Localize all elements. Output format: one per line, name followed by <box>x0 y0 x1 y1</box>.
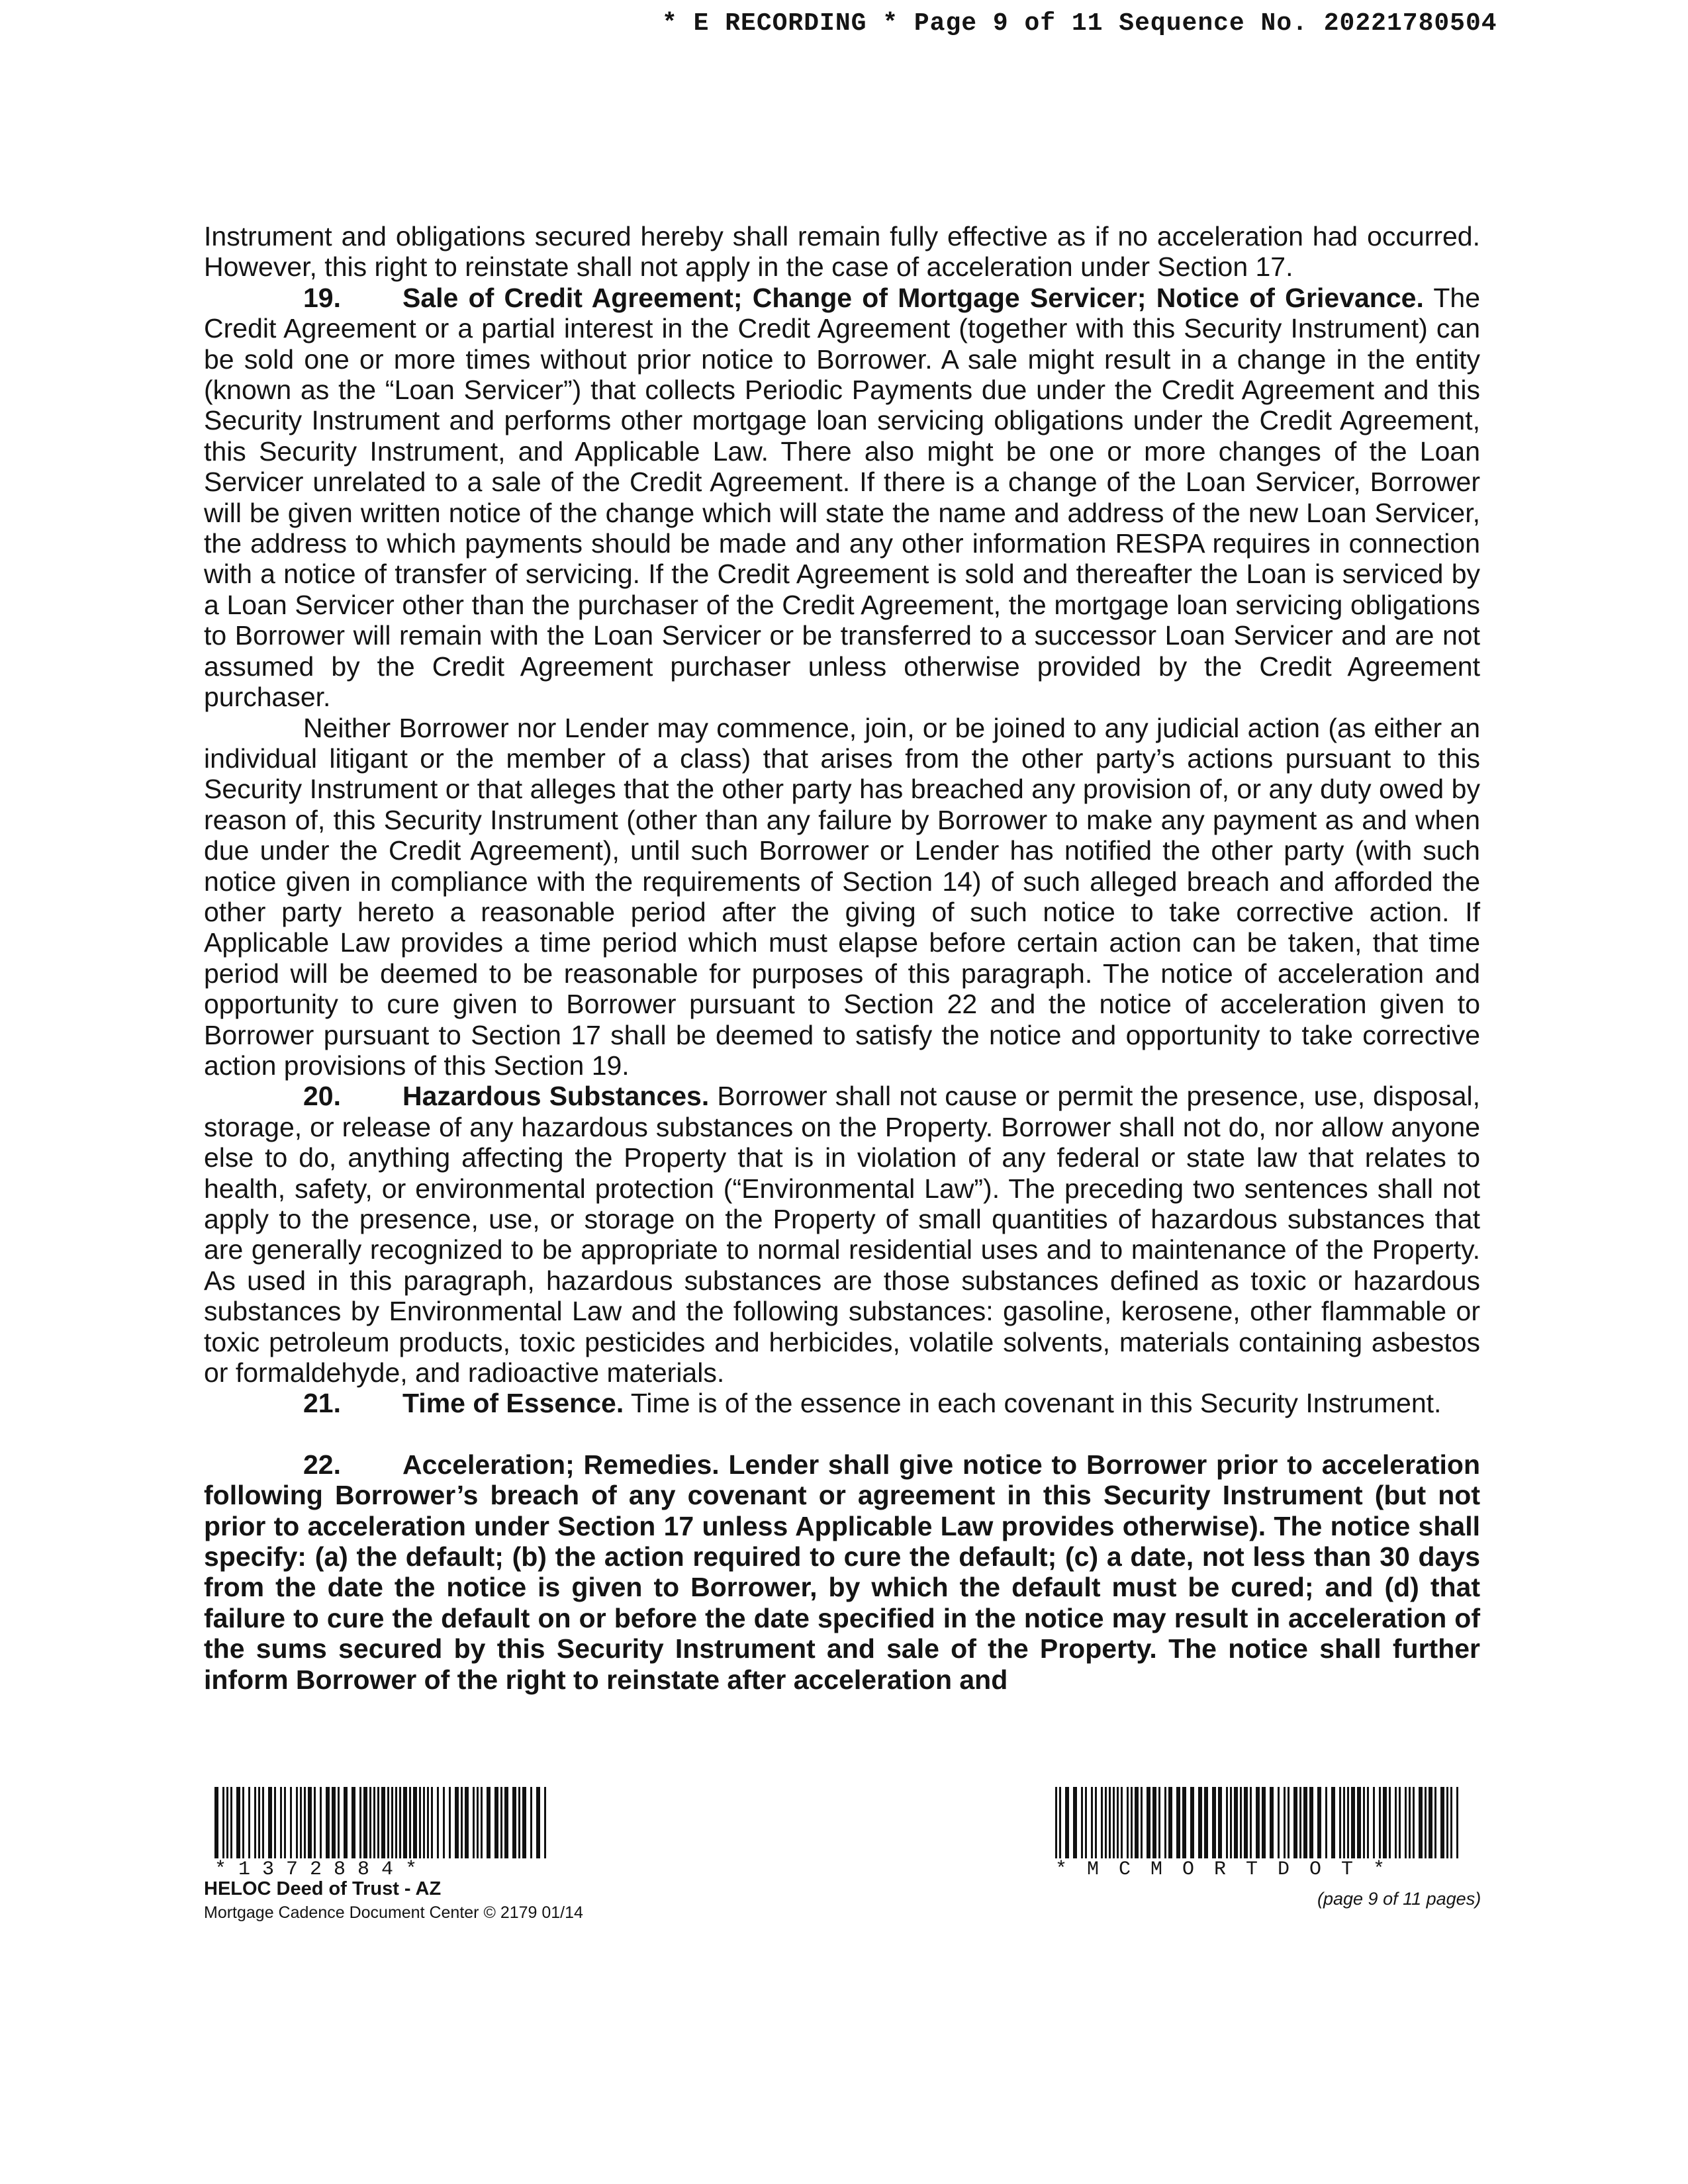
barcode-bar-58 <box>522 1787 526 1858</box>
barcode-bar-36 <box>1256 1787 1260 1858</box>
barcode-bar-5 <box>1085 1787 1087 1858</box>
section-title: Time of Essence. <box>402 1388 624 1419</box>
barcode-bar-40 <box>1284 1787 1286 1858</box>
barcode-bar-42 <box>431 1787 433 1858</box>
barcode-bar-24 <box>1182 1787 1186 1858</box>
barcode-bar-54 <box>500 1787 502 1858</box>
barcode-bar-40 <box>423 1787 425 1858</box>
barcode-bar-3 <box>230 1787 232 1858</box>
barcode-bar-43 <box>1299 1787 1301 1858</box>
barcode-bar-26 <box>359 1787 361 1858</box>
barcode-bar-4 <box>1081 1787 1083 1858</box>
section-title: Acceleration; Remedies. <box>402 1449 720 1480</box>
barcode-bar-14 <box>1127 1787 1129 1858</box>
barcode-bar-8 <box>1101 1787 1103 1858</box>
section-19 <box>204 283 1480 713</box>
barcode-bar-39 <box>419 1787 421 1858</box>
left-barcode-text: *1372884* <box>214 1858 430 1881</box>
barcode-bar-60 <box>1395 1787 1397 1858</box>
barcode-bar-33 <box>1240 1787 1242 1858</box>
barcode-bar-55 <box>1367 1787 1369 1858</box>
barcode-bar-66 <box>1425 1787 1427 1858</box>
barcode-bar-30 <box>377 1787 379 1858</box>
barcode-bar-41 <box>427 1787 429 1858</box>
page-marker: (page 9 of 11 pages) <box>1317 1889 1481 1909</box>
barcode-bar-6 <box>248 1787 250 1858</box>
section-text: The Credit Agreement or a partial interest in the Credit Agreement (together with this Security Instrument) can be sold one or more times without prior notice to Borrower. A sale might result in a change in the entity (known as the “Loan Servicer”) that collects Periodic Payments due under the Credit Agreement and this Security Instrument and performs other mortgage loan servicing obligations under the Credit Agreement, this Security Instrument, and Applicable Law. There also might be one or more changes of the Loan Servicer unrelated to a sale of the Credit Agreement. If there is a change of the Loan Servicer, Borrower will be given written notice of the change which will state the name and address of the new Loan Servicer, the address to which payments should be made and any other information RESPA requires in connection with a notice of transfer of servicing. If the Credit Agreement is sold and thereafter the Loan is serviced by a Loan Servicer other than the purchaser of the Credit Agreement, the mortgage loan servicing obligations to Borrower will remain with the Loan Servicer or be transferred to a successor Loan Servicer and are not assumed by the Credit Agreement purchaser unless otherwise provided by the Credit Agreement purchaser. <box>204 282 1480 713</box>
barcode-bar-25 <box>1190 1787 1194 1858</box>
barcode-bar-21 <box>1164 1787 1166 1858</box>
barcode-bar-59 <box>530 1787 532 1858</box>
barcode-bar-25 <box>352 1787 355 1858</box>
barcode-bar-41 <box>1288 1787 1289 1858</box>
barcode-bar-46 <box>1317 1787 1321 1858</box>
barcode-bar-28 <box>369 1787 371 1858</box>
left-barcode <box>214 1787 549 1881</box>
barcode-bar-17 <box>1141 1787 1143 1858</box>
barcode-bar-23 <box>1176 1787 1180 1858</box>
barcode-bar-31 <box>1230 1787 1232 1858</box>
barcode-bar-64 <box>1413 1787 1415 1858</box>
barcode-bar-38 <box>413 1787 417 1858</box>
barcode-bar-22 <box>1168 1787 1172 1858</box>
barcode-bar-32 <box>387 1787 389 1858</box>
barcode-bar-34 <box>395 1787 397 1858</box>
barcode-bar-72 <box>1456 1787 1458 1858</box>
section-number: 22. <box>303 1449 341 1480</box>
barcode-bar-70 <box>1446 1787 1448 1858</box>
barcode-bar-44 <box>443 1787 445 1858</box>
barcode-bar-2 <box>1065 1787 1069 1858</box>
section-20 <box>204 1081 1480 1388</box>
barcode-bar-50 <box>1343 1787 1345 1858</box>
section-title: Sale of Credit Agreement; Change of Mortgage Servicer; Notice of Grievance. <box>402 282 1424 313</box>
barcode-bar-9 <box>262 1787 264 1858</box>
barcode-bar-50 <box>477 1787 479 1858</box>
barcode-bar-52 <box>1351 1787 1355 1858</box>
barcode-bar-47 <box>461 1787 463 1858</box>
barcode-bar-4 <box>236 1787 240 1858</box>
barcode-bar-18 <box>1147 1787 1150 1858</box>
barcode-bar-24 <box>344 1787 348 1858</box>
barcode-bar-29 <box>373 1787 375 1858</box>
barcode-bar-35 <box>1250 1787 1252 1858</box>
section-number: 19. <box>303 282 341 313</box>
barcode-bar-35 <box>399 1787 401 1858</box>
barcode-bar-53 <box>1357 1787 1361 1858</box>
barcode-bar-18 <box>308 1787 312 1858</box>
barcode-bar-57 <box>1379 1787 1381 1858</box>
barcode-bar-13 <box>284 1787 286 1858</box>
barcode-bar-52 <box>487 1787 491 1858</box>
barcode-bar-45 <box>1309 1787 1313 1858</box>
barcode-bar-20 <box>320 1787 322 1858</box>
barcode-bar-19 <box>1152 1787 1156 1858</box>
barcode-bar-34 <box>1244 1787 1248 1858</box>
barcode-bar-16 <box>1135 1787 1139 1858</box>
barcode-bar-38 <box>1270 1787 1274 1858</box>
barcode-bar-44 <box>1303 1787 1307 1858</box>
barcode-bar-1 <box>1059 1787 1061 1858</box>
barcode-bar-16 <box>300 1787 302 1858</box>
barcode-bar-9 <box>1105 1787 1107 1858</box>
barcode-bar-2 <box>226 1787 228 1858</box>
barcode-bar-57 <box>518 1787 520 1858</box>
section-22 <box>204 1449 1480 1695</box>
barcode-bar-48 <box>1331 1787 1335 1858</box>
barcode-bar-37 <box>409 1787 411 1858</box>
barcode-bar-39 <box>1278 1787 1280 1858</box>
section-number: 21. <box>303 1388 341 1419</box>
barcode-bar-51 <box>1347 1787 1349 1858</box>
barcode-bar-14 <box>290 1787 292 1858</box>
barcode-bar-15 <box>296 1787 298 1858</box>
section-19-paragraph-2: Neither Borrower nor Lender may commence, join, or be joined to any judicial action (as either an individual litigant or the member of a class) that arises from the other party’s actions pursuant to this Security Instrument or that alleges that the other party has breached any provision of, or any duty owed by reason of, this Security Instrument (other than any failure by Borrower to make any payment as and when due under the Credit Agreement), until such Borrower or Lender has notified the other party (with such notice given in compliance with the requirements of Section 14) of such alleged breach and afforded the other party hereto a reasonable period after the giving of such notice to take corrective action. If Applicable Law provides a time period which must elapse before certain action can be taken, that time period will be deemed to be reasonable for purposes of this paragraph. The notice of acceleration and opportunity to cure given to Borrower pursuant to Section 22 and the notice of acceleration given to Borrower pursuant to Section 17 shall be deemed to satisfy the notice and opportunity to take corrective action provisions of this Section 19. <box>204 712 1480 1081</box>
barcode-bar-27 <box>1204 1787 1208 1858</box>
document-body <box>204 221 1480 1695</box>
barcode-bar-11 <box>1113 1787 1115 1858</box>
form-vendor: Mortgage Cadence Document Center © 2179 01/14 <box>204 1903 583 1922</box>
barcode-bar-29 <box>1218 1787 1222 1858</box>
barcode-bar-0 <box>1055 1787 1057 1858</box>
barcode-bar-27 <box>363 1787 367 1858</box>
barcode-bar-10 <box>268 1787 272 1858</box>
form-name: HELOC Deed of Trust - AZ <box>204 1878 442 1899</box>
barcode-bar-7 <box>1095 1787 1097 1858</box>
section-21 <box>204 1388 1480 1418</box>
section-title: Hazardous Substances. <box>402 1081 710 1112</box>
barcode-bar-3 <box>1073 1787 1077 1858</box>
barcode-bar-1 <box>222 1787 224 1858</box>
section-text: Lender shall give notice to Borrower prior to acceleration following Borrower’s breach of any covenant or agreement in this Security Instrument (but not prior to acceleration under Section 17 unless Applicable Law provides otherwise). The notice shall specify: (a) the default; (b) the action required to cure the default; (c) a date, not less than 30 days from the date the notice is given to Borrower, by which the default must be cured; and (d) that failure to cure the default on or before the date specified in the notice may result in acceleration of the sums secured by this Security Instrument and sale of the Property. The notice shall further inform Borrower of the right to reinstate after acceleration and <box>204 1449 1480 1695</box>
barcode-bar-0 <box>214 1787 218 1858</box>
continued-paragraph: Instrument and obligations secured hereby shall remain fully effective as if no acceleration had occurred. However, this right to reinstate shall not apply in the case of acceleration under Section 17. <box>204 221 1480 283</box>
barcode-bar-46 <box>455 1787 459 1858</box>
barcode-bar-30 <box>1226 1787 1228 1858</box>
barcode-bar-26 <box>1198 1787 1202 1858</box>
barcode-bar-45 <box>449 1787 451 1858</box>
barcode-bar-48 <box>465 1787 469 1858</box>
barcode-bar-5 <box>242 1787 244 1858</box>
barcode-bar-49 <box>1339 1787 1341 1858</box>
barcode-bar-15 <box>1131 1787 1133 1858</box>
barcode-bar-60 <box>536 1787 540 1858</box>
barcode-bar-19 <box>314 1787 316 1858</box>
barcode-bar-21 <box>326 1787 330 1858</box>
left-barcode-bars <box>214 1787 549 1858</box>
barcode-bar-42 <box>1293 1787 1297 1858</box>
barcode-bar-58 <box>1383 1787 1387 1858</box>
barcode-bar-32 <box>1234 1787 1238 1858</box>
barcode-bar-12 <box>1117 1787 1119 1858</box>
barcode-bar-68 <box>1434 1787 1436 1858</box>
barcode-bar-65 <box>1419 1787 1423 1858</box>
barcode-bar-56 <box>512 1787 516 1858</box>
barcode-bar-36 <box>403 1787 407 1858</box>
barcode-bar-59 <box>1389 1787 1391 1858</box>
barcode-bar-20 <box>1158 1787 1160 1858</box>
barcode-bar-71 <box>1450 1787 1452 1858</box>
section-text: Borrower shall not cause or permit the presence, use, disposal, storage, or release of any hazardous substances on the Property. Borrower shall not do, nor allow anyone else to do, anything affecting the Property that is in violation of any federal or state law that relates to health, safety, or environmental protection (“Environmental Law”). The preceding two sentences shall not apply to the presence, use, or storage on the Property of small quantities of hazardous substances that are generally recognized to be appropriate to normal residential uses and to maintenance of the Property. As used in this paragraph, hazardous substances are those substances defined as toxic or hazardous substances by Environmental Law and the following substances: gasoline, kerosene, other flammable or toxic petroleum products, toxic pesticides and herbicides, volatile solvents, materials containing asbestos or formaldehyde, and radioactive materials. <box>204 1081 1480 1388</box>
barcode-bar-11 <box>274 1787 276 1858</box>
barcode-bar-31 <box>381 1787 385 1858</box>
barcode-bar-61 <box>544 1787 546 1858</box>
barcode-bar-67 <box>1429 1787 1432 1858</box>
barcode-bar-22 <box>332 1787 336 1858</box>
barcode-bar-7 <box>254 1787 256 1858</box>
barcode-bar-63 <box>1409 1787 1411 1858</box>
barcode-bar-6 <box>1091 1787 1093 1858</box>
section-number: 20. <box>303 1081 341 1112</box>
barcode-bar-33 <box>391 1787 393 1858</box>
section-text: Time is of the essence in each covenant in this Security Instrument. <box>630 1388 1442 1419</box>
right-barcode <box>1055 1787 1460 1881</box>
barcode-bar-49 <box>473 1787 475 1858</box>
barcode-bar-61 <box>1399 1787 1401 1858</box>
barcode-bar-69 <box>1440 1787 1444 1858</box>
barcode-bar-54 <box>1363 1787 1365 1858</box>
barcode-bar-53 <box>494 1787 498 1858</box>
barcode-bar-37 <box>1262 1787 1266 1858</box>
right-barcode-bars <box>1055 1787 1460 1858</box>
barcode-bar-10 <box>1109 1787 1111 1858</box>
barcode-bar-17 <box>304 1787 306 1858</box>
barcode-bar-8 <box>258 1787 260 1858</box>
barcode-bar-13 <box>1121 1787 1123 1858</box>
barcode-bar-51 <box>481 1787 483 1858</box>
recording-header: * E RECORDING * Page 9 of 11 Sequence No. 20221780504 <box>662 9 1497 38</box>
barcode-bar-23 <box>338 1787 340 1858</box>
barcode-bar-62 <box>1405 1787 1407 1858</box>
barcode-bar-28 <box>1212 1787 1216 1858</box>
right-barcode-text: *MCMORTDOT* <box>1055 1858 1405 1881</box>
barcode-bar-43 <box>437 1787 439 1858</box>
barcode-bar-12 <box>280 1787 282 1858</box>
barcode-bar-55 <box>504 1787 508 1858</box>
barcode-bar-47 <box>1325 1787 1327 1858</box>
barcode-bar-56 <box>1373 1787 1375 1858</box>
